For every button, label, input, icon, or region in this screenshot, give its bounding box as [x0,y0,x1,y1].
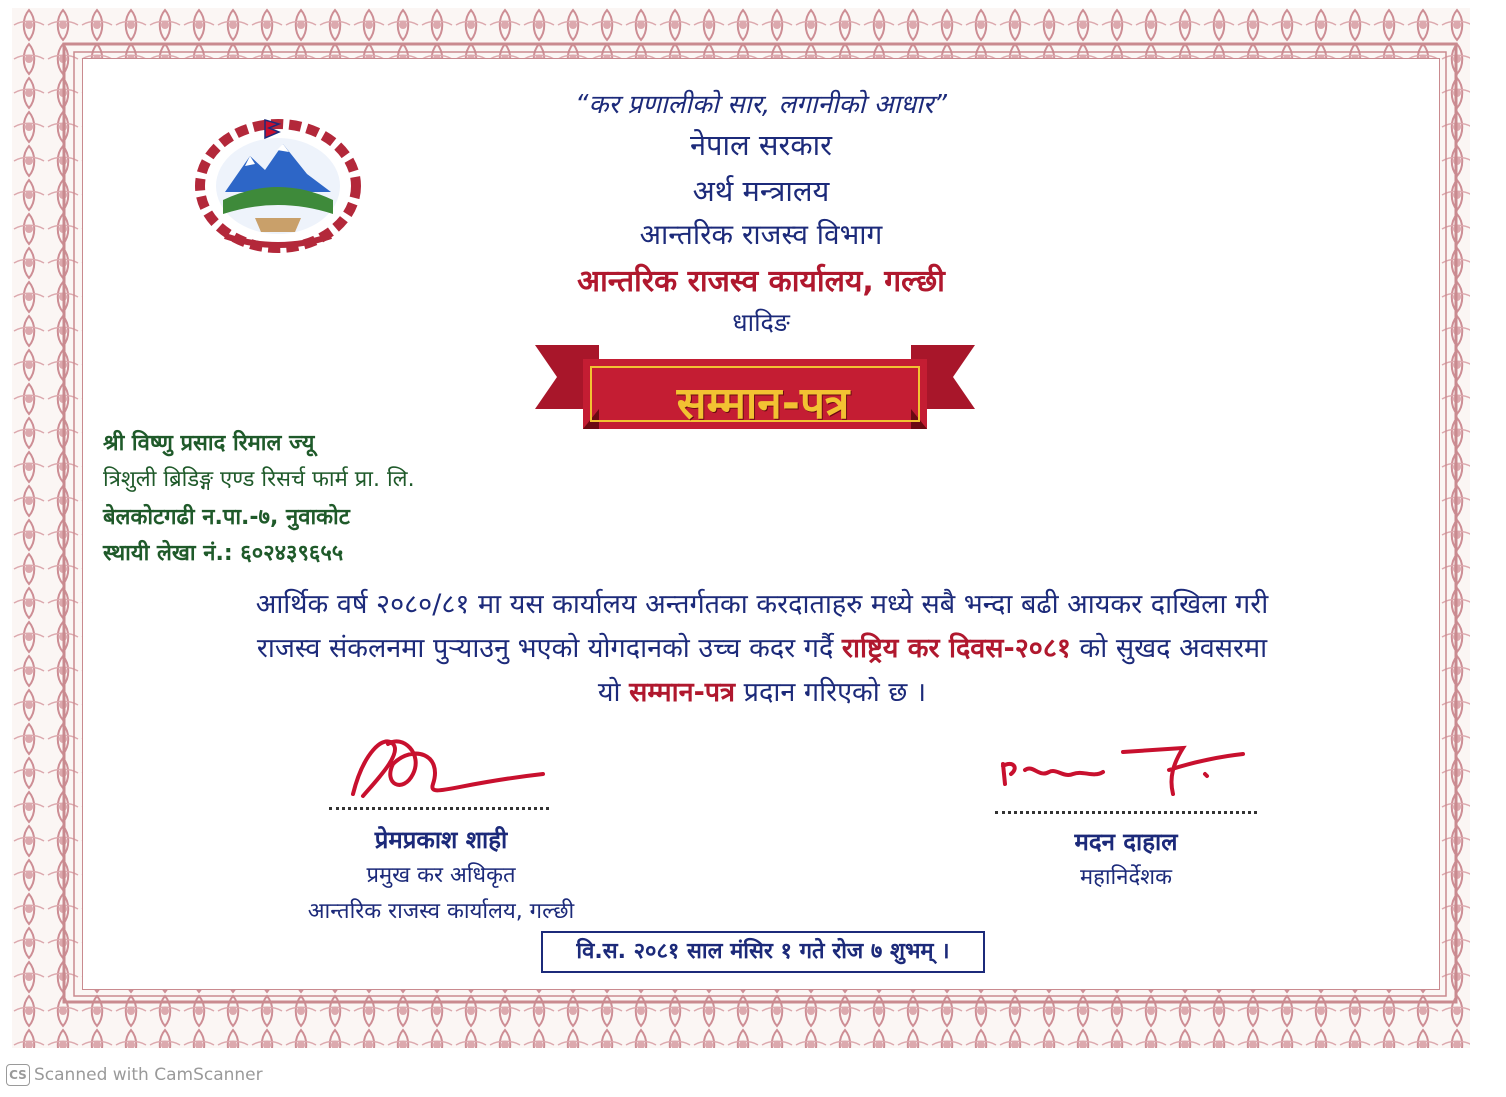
signature-line-right [995,811,1257,814]
certificate-body [97,583,1427,715]
body-line-3-post: प्रदान गरिएको छ । [743,677,927,708]
body-line-2-pre: राजस्व संकलनमा पुर्‍याउनु भएको योगदानको उच्च कदर गर्दै [256,633,834,664]
signatory-right-title: महानिर्देशक [1080,865,1172,890]
signatory-left-name: प्रेमप्रकाश शाही [374,826,508,854]
motto: “कर प्रणालीको सार, लगानीको आधार” [575,90,947,120]
ministry-name: अर्थ मन्त्रालय [692,174,830,208]
certificate-inner-panel [82,58,1440,990]
camscanner-text: Scanned with CamScanner [34,1065,263,1085]
office-name: आन्तरिक राजस्व कार्यालय, गल्छी [577,264,945,299]
body-line-2 [97,627,1427,671]
department-name: आन्तरिक राजस्व विभाग [639,218,883,251]
signature-line-left [329,807,549,810]
certificate-title: सम्मान-पत्र [676,378,850,429]
body-line-3-pre: यो [597,677,621,708]
government-name: नेपाल सरकार [689,128,833,162]
district-name: धादिङ [732,308,790,337]
certificate-word: सम्मान-पत्र [629,677,736,708]
camscanner-logo-icon: CS [6,1064,30,1086]
recipient-pan: स्थायी लेखा नं.: ६०२४३९६५५ [103,541,344,566]
camscanner-watermark [6,1064,263,1086]
body-line-1: आर्थिक वर्ष २०८०/८१ मा यस कार्यालय अन्तर्गतका करदाताहरु मध्ये सबै भन्दा बढी आयकर दाखिला गरी [255,589,1269,620]
signatory-left-title: प्रमुख कर अधिकृत [366,863,516,888]
body-line-2-post: को सुखद अवसरमा [1079,633,1268,664]
signatory-left-office: आन्तरिक राजस्व कार्यालय, गल्छी [307,899,575,924]
certificate-sheet [12,8,1470,1048]
body-line-3 [97,671,1427,715]
recipient-name: श्री विष्णु प्रसाद रिमाल ज्यू [103,431,315,456]
signature-left [333,724,553,814]
signature-right [993,734,1253,804]
national-tax-day: राष्ट्रिय कर दिवस-२०८१ [841,633,1071,664]
recipient-address: बेलकोटगढी न.पा.-७, नुवाकोट [103,505,350,530]
recipient-company: त्रिशुली ब्रिडिङ्ग एण्ड रिसर्च फार्म प्रा. लि. [103,467,415,492]
issue-date: वि.स. २०८१ साल मंसिर १ गते रोज ७ शुभम् । [541,931,985,973]
signatory-right-name: मदन दाहाल [1074,828,1178,856]
